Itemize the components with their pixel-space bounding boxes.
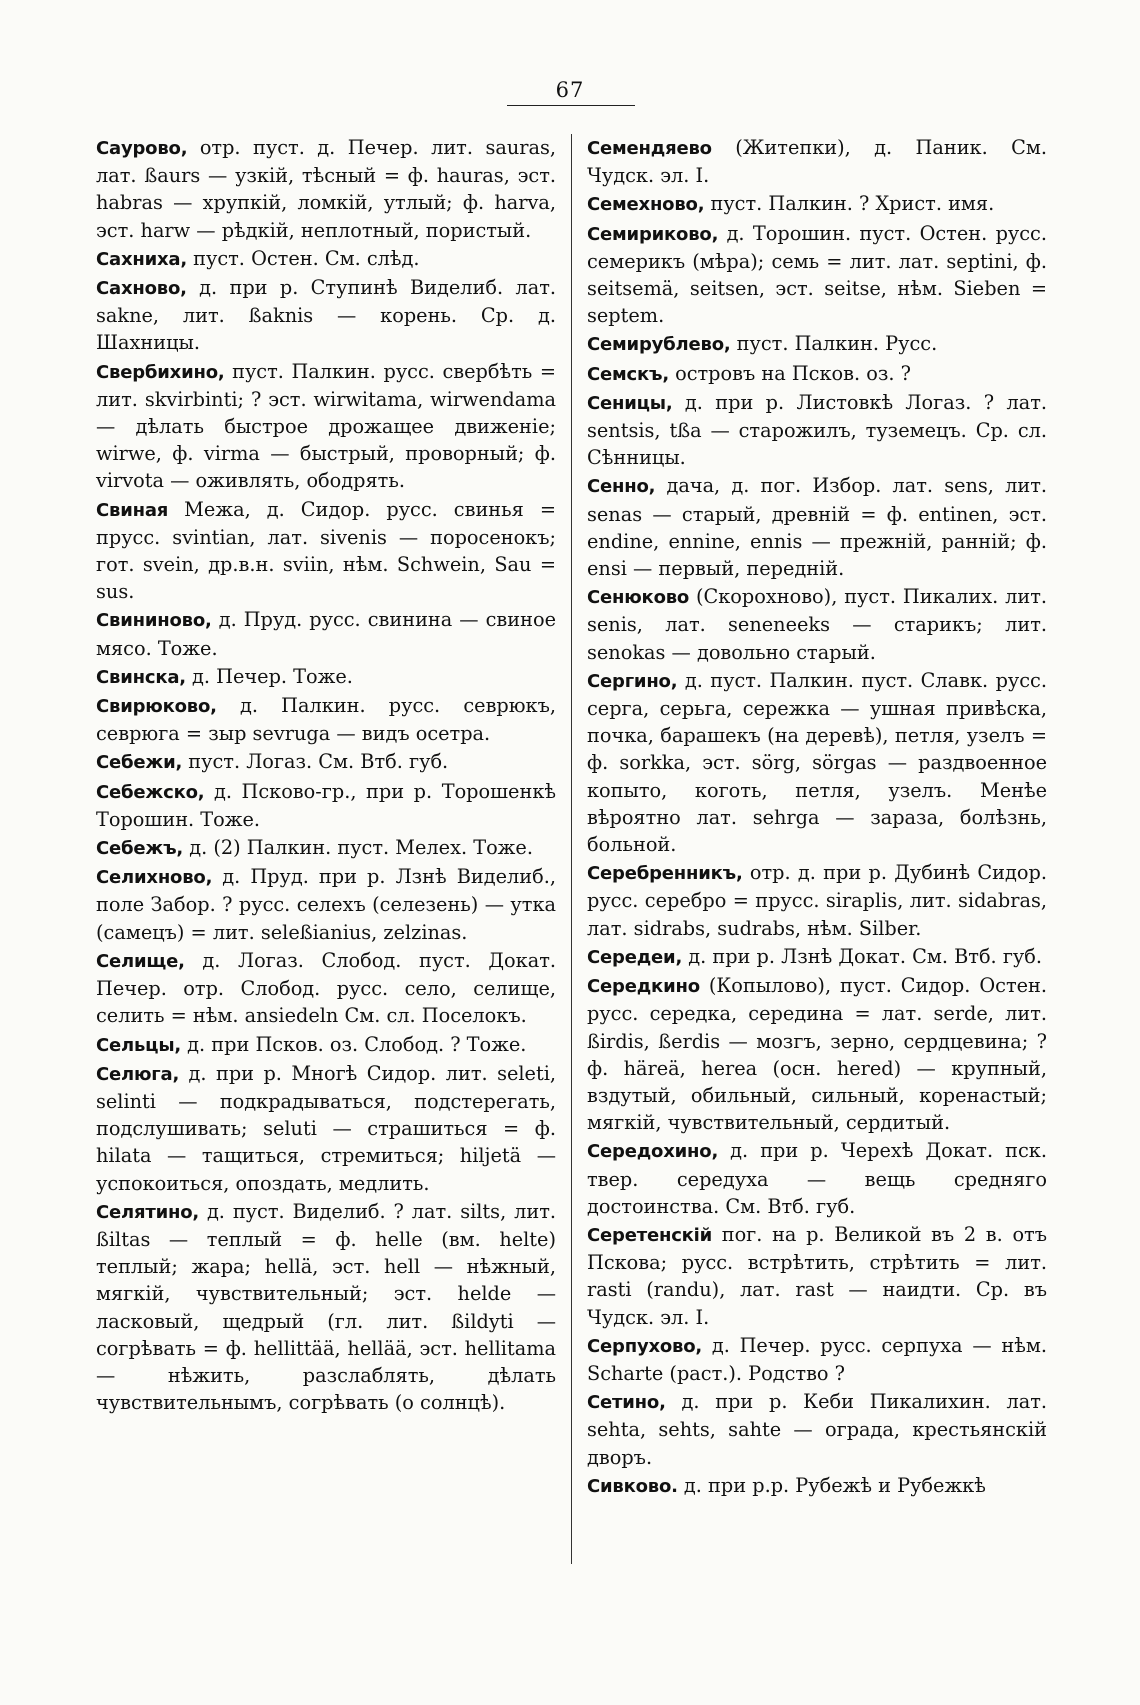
entry-text: д. пуст. Виделиб. ? лат. silts, лит. ßiltas — теплый = ф. helle (вм. helte) теплый; жара; hellä, эст. hell — нѣжный, мягкій, чувствительный; эст. helde — ласковый, щедрый (гл. лит. ßildyti — согрѣвать = ф. hellittää, hellää, эст. hellitama — нѣжить, разслаблять, дѣлать чувствительнымъ, согрѣвать (о солнцѣ). <box>96 1199 556 1415</box>
dictionary-entry <box>96 1031 556 1059</box>
dictionary-entry <box>96 834 556 862</box>
entry-text: пуст. Палкин. русс. свербѣть = лит. skvirbinti; ? эст. wirwitama, wirwendama — дѣлать быстрое дрожащее движеніе; wirwe, ф. virma — быстрый, проворный; ф. virvota — оживлять, ободрять. <box>96 359 556 493</box>
dictionary-entry <box>587 190 1047 218</box>
entry-headword: Селятино, <box>96 1201 200 1223</box>
entry-text: (Скорохново), пуст. Пикалих. лит. senis, лат. seneneeks — старикъ; лит. senokas — довольно старый. <box>587 585 1047 664</box>
entry-text: Межа, д. Сидор. русс. свинья = прусс. svintian, лат. sivenis — поросенокъ; гот. svein, др.в.н. sviin, нѣм. Schwein, Sau = sus. <box>96 497 556 604</box>
entry-text: пуст. Остен. См. слѣд. <box>187 246 420 270</box>
entry-text: д. при р. Листовкѣ Логаз. ? лат. sentsis, tßa — старожилъ, туземецъ. Ср. сл. Сѣнницы. <box>587 390 1047 470</box>
dictionary-entry <box>96 358 556 495</box>
entry-headword: Семендяево <box>587 138 712 159</box>
entry-headword: Свербихино, <box>96 361 225 383</box>
entry-headword: Сенюково <box>587 587 690 609</box>
entry-headword: Селихново, <box>96 867 213 889</box>
entry-text: д. Торошин. пуст. Остен. русс. семерикъ (мѣра); семь = лит. лат. septini, ф. seitsemä, seitsen, эст. seitse, нѣм. Sieben = septem. <box>587 221 1047 328</box>
dictionary-entry <box>587 1221 1047 1331</box>
entry-text: д. (2) Палкин. пуст. Мелех. Тоже. <box>183 836 533 860</box>
entry-text: пог. на р. Великой въ 2 в. отъ Пскова; русс. встрѣтить, стрѣтить = лит. rasti (randu), лат. rast — наидти. Ср. въ Чудск. эл. I. <box>587 1222 1047 1329</box>
entry-headword: Себежъ, <box>96 838 184 860</box>
dictionary-entry <box>587 943 1047 971</box>
dictionary-entry <box>96 606 556 661</box>
entry-headword: Семириково, <box>587 223 719 245</box>
entry-text: д. Пруд. при р. Лзнѣ Виделиб., поле Забор. ? русс. селехъ (селезень) — утка (самецъ) = лит. seleßianius, zelzinas. <box>96 865 556 944</box>
dictionary-entry <box>96 778 556 833</box>
dictionary-entry <box>96 245 556 273</box>
entry-text: (Копылово), пуст. Сидор. Остен. русс. середка, середина = лат. serde, лит. ßirdis, ßerdis — мозгъ, зерно, сердцевина; ? ф. häreä, herea (осн. hered) — крупный, вздутый, обильный, сильный, коренастый; мягкій, чувствительный, сердитый. <box>587 974 1047 1135</box>
entry-text: д. при р. Кеби Пикалихин. лат. sehta, sehts, sahte — ограда, крестьянскій дворъ. <box>587 1390 1047 1469</box>
entry-text: д. Псково-гр., при р. Торошенкѣ Торошин. Тоже. <box>96 779 556 831</box>
entry-headword: Середкино <box>587 976 700 998</box>
entry-headword: Сеницы, <box>587 392 673 414</box>
entry-headword: Себежи, <box>96 752 183 774</box>
dictionary-entry <box>587 389 1047 472</box>
entry-headword: Серебренникъ, <box>587 863 743 885</box>
entry-headword: Сивково. <box>587 1475 678 1497</box>
entry-headword: Сетино, <box>587 1392 666 1414</box>
entry-headword: Свиная <box>96 499 169 521</box>
entry-text: д. при р. Ступинѣ Виделиб. лат. sakne, лит. ßaknis — корень. Ср. д. Шахницы. <box>96 276 556 355</box>
entry-text: д. при р. Лзнѣ Докат. См. Втб. губ. <box>682 944 1043 968</box>
dictionary-entry <box>587 1388 1047 1471</box>
entry-headword: Себежско, <box>96 781 205 803</box>
entry-text: пуст. Логаз. См. Втб. губ. <box>182 750 449 774</box>
dictionary-entry <box>96 692 556 747</box>
dictionary-entry <box>587 360 1047 388</box>
entry-headword: Семирублево, <box>587 334 731 356</box>
entry-headword: Сельцы, <box>96 1034 182 1056</box>
entry-text: д. Печер. русс. серпуха — нѣм. Scharte (раст.). Родство ? <box>587 1333 1047 1385</box>
dictionary-entry <box>587 859 1047 942</box>
dictionary-entry <box>96 1060 556 1197</box>
entry-headword: Семскъ, <box>587 363 669 385</box>
entry-text: дача, д. пог. Избор. лат. sens, лит. senas — старый, древній = ф. entinen, эст. endine, ennine, ennis — прежній, ранній; ф. ensi — первый, передній. <box>587 474 1047 581</box>
dictionary-entry <box>96 274 556 357</box>
entry-headword: Сергино, <box>587 670 678 692</box>
dictionary-entry <box>587 472 1047 582</box>
dictionary-entry <box>96 947 556 1030</box>
entry-text: д. при р.р. Рубежѣ и Рубежкѣ <box>677 1473 986 1497</box>
dictionary-entry <box>96 663 556 691</box>
entry-headword: Свининово, <box>96 610 212 632</box>
entry-headword: Саурово, <box>96 138 188 159</box>
entry-headword: Сенно, <box>587 476 656 498</box>
dictionary-entry <box>587 134 1047 189</box>
dictionary-entry <box>587 1332 1047 1387</box>
dictionary-entry <box>587 330 1047 358</box>
page-number-rule <box>507 105 635 106</box>
entry-headword: Сахново, <box>96 278 187 300</box>
entry-text: д. при Псков. оз. Слобод. ? Тоже. <box>181 1032 527 1056</box>
dictionary-entry <box>587 220 1047 330</box>
entry-text: д. Печер. Тоже. <box>185 664 353 688</box>
dictionary-entry <box>96 748 556 776</box>
entry-text: д. пуст. Палкин. пуст. Славк. русс. серга, серьга, сережка — ушная привѣска, почка, барашекъ (на деревѣ), петля, узелъ = ф. sorkka, эст. sörg, sörgas — раздвоенное копыто, коготь, петля, узелъ. Менѣе вѣроятно лат. sehrga — зараза, болѣзнь, больной. <box>587 668 1047 857</box>
entry-headword: Семехново, <box>587 194 705 216</box>
entry-headword: Свирюково, <box>96 696 217 718</box>
entry-headword: Селюга, <box>96 1063 180 1085</box>
entry-text: д. Палкин. русс. севрюкъ, севрюга = зыр sevruga — видъ осетра. <box>96 694 556 746</box>
entry-headword: Середеи, <box>587 946 683 968</box>
entry-headword: Селище, <box>96 950 185 972</box>
entry-headword: Сахниха, <box>96 248 188 270</box>
entry-headword: Серпухово, <box>587 1335 703 1357</box>
entry-text: пуст. Палкин. ? Христ. имя. <box>704 192 995 216</box>
dictionary-entry <box>96 134 556 244</box>
dictionary-entry <box>96 496 556 606</box>
page-number: 67 <box>555 78 585 102</box>
entry-headword: Свинска, <box>96 666 186 688</box>
dictionary-entry <box>96 863 556 946</box>
dictionary-entry <box>587 1137 1047 1220</box>
dictionary-entry <box>96 1198 556 1417</box>
entry-text: (Житепки), д. Паник. См. Чудск. эл. I. <box>587 136 1047 188</box>
entry-text: пуст. Палкин. Русс. <box>730 332 938 356</box>
dictionary-entry <box>587 972 1047 1136</box>
left-column <box>96 134 556 1417</box>
dictionary-entry <box>587 667 1047 858</box>
column-divider <box>571 134 572 1564</box>
entry-text: островъ на Псков. оз. ? <box>668 361 911 385</box>
entry-text: д. при р. Многѣ Сидор. лит. seleti, selinti — подкрадываться, подстерегать, подслушивать; seluti — страшиться = ф. hilata — тащиться, стремиться; hiljetä — успокоиться, опоздать, медлить. <box>96 1061 556 1195</box>
entry-text: д. Пруд. русс. свинина — свиное мясо. Тоже. <box>96 608 556 660</box>
entry-text: д. Логаз. Слобод. пуст. Докат. Печер. отр. Слобод. русс. село, селище, селить = нѣм. ansiedeln См. сл. Поселокъ. <box>96 948 556 1028</box>
entry-headword: Серетенскій <box>587 1224 713 1246</box>
right-column <box>587 134 1047 1501</box>
entry-text: д. при р. Черехѣ Докат. пск. твер. середуха — вещь средняго достоинства. См. Втб. губ. <box>587 1139 1047 1218</box>
entry-text: отр. д. при р. Дубинѣ Сидор. русс. серебро = прусс. siraplis, лит. sidabras, лат. sidrabs, sudrabs, нѣм. Silber. <box>587 861 1047 940</box>
dictionary-entry <box>587 1472 1047 1500</box>
dictionary-entry <box>587 583 1047 666</box>
entry-text: отр. пуст. д. Печер. лит. sauras, лат. ßaurs — узкій, тѣсный = ф. hauras, эст. habras — хрупкій, ломкій, утлый; ф. harva, эст. harw — рѣдкій, неплотный, пористый. <box>96 136 556 242</box>
entry-headword: Середохино, <box>587 1141 719 1163</box>
